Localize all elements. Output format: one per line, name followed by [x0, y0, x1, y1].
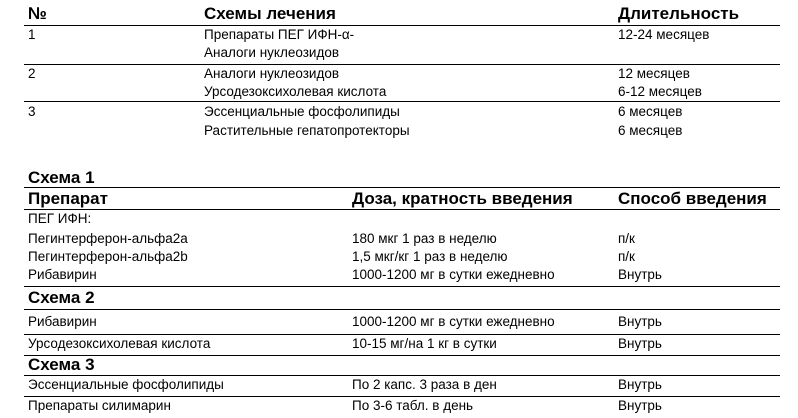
header-duration: Длительность — [618, 4, 740, 23]
scheme-line: Аналоги нуклеозидов — [204, 45, 340, 60]
drug-dose: По 2 капс. 3 раза в ден — [352, 377, 497, 392]
divider — [24, 25, 780, 26]
drug-route: Внутрь — [618, 267, 662, 282]
drug-route: п/к — [618, 231, 635, 246]
scheme-line: Растительные гепатопротекторы — [204, 123, 410, 138]
duration-value: 6 месяцев — [618, 123, 683, 138]
duration-value: 12 месяцев — [618, 66, 690, 81]
divider — [24, 101, 780, 102]
drug-route: Внутрь — [618, 398, 662, 413]
drug-dose: 1000-1200 мг в сутки ежедневно — [352, 267, 555, 282]
drug-dose: 10-15 мг/на 1 кг в сутки — [352, 336, 497, 351]
drug-name: Эссенциальные фосфолипиды — [28, 377, 224, 392]
header-schemes: Схемы лечения — [204, 4, 336, 23]
drug-name: Рибавирин — [28, 267, 97, 282]
drug-route: Внутрь — [618, 336, 662, 351]
drug-dose: 1000-1200 мг в сутки ежедневно — [352, 314, 555, 329]
header-dose: Доза, кратность введения — [352, 189, 573, 208]
divider — [24, 209, 780, 210]
scheme3-title: Схема 3 — [28, 355, 95, 374]
scheme1-title: Схема 1 — [28, 168, 95, 187]
divider — [24, 396, 780, 397]
drug-route: Внутрь — [618, 377, 662, 392]
drug-name: Препараты силимарин — [28, 398, 171, 413]
drug-name: Пегинтерферон-альфа2а — [28, 231, 188, 246]
scheme-line: Препараты ПЕГ ИФН-α- — [204, 27, 355, 42]
row-number: 1 — [28, 27, 36, 42]
scheme-line: Урсодезоксихолевая кислота — [204, 84, 387, 99]
drug-route: п/к — [618, 249, 635, 264]
duration-value: 12-24 месяцев — [618, 27, 710, 42]
drug-name: Урсодезоксихолевая кислота — [28, 336, 211, 351]
drug-group-label: ПЕГ ИФН: — [28, 211, 92, 226]
divider — [24, 286, 780, 287]
drug-dose: 180 мкг 1 раз в неделю — [352, 231, 497, 246]
drug-dose: По 3-6 табл. в день — [352, 398, 474, 413]
drug-name: Рибавирин — [28, 314, 97, 329]
drug-dose: 1,5 мкг/кг 1 раз в неделю — [352, 249, 508, 264]
header-number: № — [28, 4, 47, 23]
divider — [24, 355, 780, 356]
scheme-line: Эссенциальные фосфолипиды — [204, 104, 400, 119]
header-route: Способ введения — [618, 189, 767, 208]
divider — [24, 64, 780, 65]
duration-value: 6 месяцев — [618, 104, 683, 119]
divider — [24, 187, 780, 188]
row-number: 2 — [28, 66, 36, 81]
duration-value: 6-12 месяцев — [618, 84, 702, 99]
divider — [24, 334, 780, 335]
header-drug: Препарат — [28, 189, 108, 208]
row-number: 3 — [28, 104, 36, 119]
scheme-line: Аналоги нуклеозидов — [204, 66, 340, 81]
divider — [24, 309, 780, 310]
drug-route: Внутрь — [618, 314, 662, 329]
drug-name: Пегинтерферон-альфа2b — [28, 249, 188, 264]
scheme2-title: Схема 2 — [28, 288, 95, 307]
divider — [24, 375, 780, 376]
